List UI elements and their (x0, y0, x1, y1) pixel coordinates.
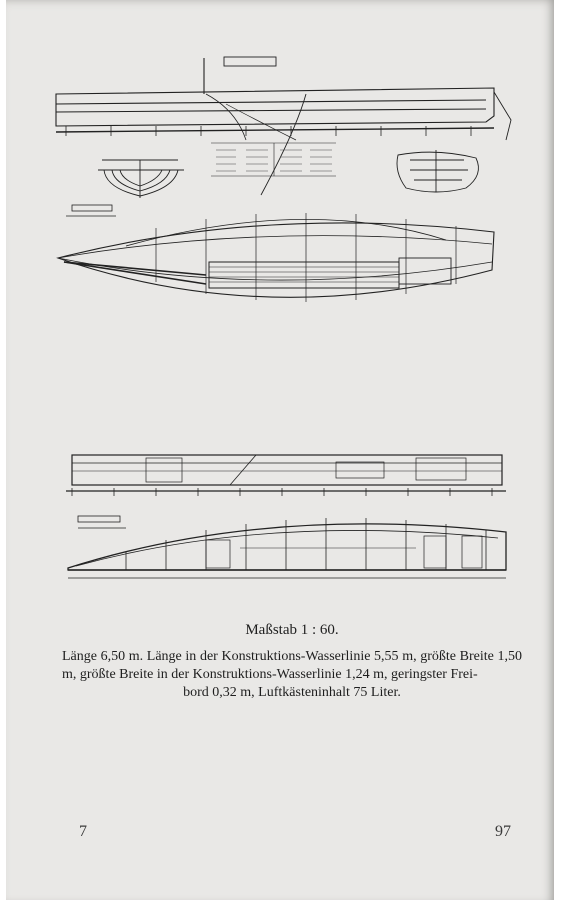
description-line-3: bord 0,32 m, Luftkästeninhalt 75 Liter. (183, 685, 401, 700)
body-plan-section (98, 160, 184, 198)
description-line-2: 1,50 m, größte Breite in der Konstruktions-Wasserlinie 1,24 m, geringster Frei- (62, 649, 522, 682)
legend-labels (66, 205, 116, 216)
left-margin-mark: 7 (79, 823, 87, 840)
book-page (6, 0, 554, 900)
boat-description (62, 648, 522, 702)
upper-plan-view (58, 213, 494, 302)
lower-section-view (68, 518, 506, 578)
page-number: 97 (495, 823, 511, 840)
upper-profile-view (56, 57, 511, 195)
description-line-1: Länge 6,50 m. Länge in der Konstruktions-Wasserlinie 5,55 m, größte Breite (62, 649, 494, 664)
boat-plans-drawing (6, 0, 554, 600)
deck-section-sketch (397, 150, 478, 192)
lower-legend-labels (78, 516, 126, 528)
lower-profile-view (66, 455, 506, 496)
scale-label: Maßstab 1 : 60. (245, 622, 339, 638)
